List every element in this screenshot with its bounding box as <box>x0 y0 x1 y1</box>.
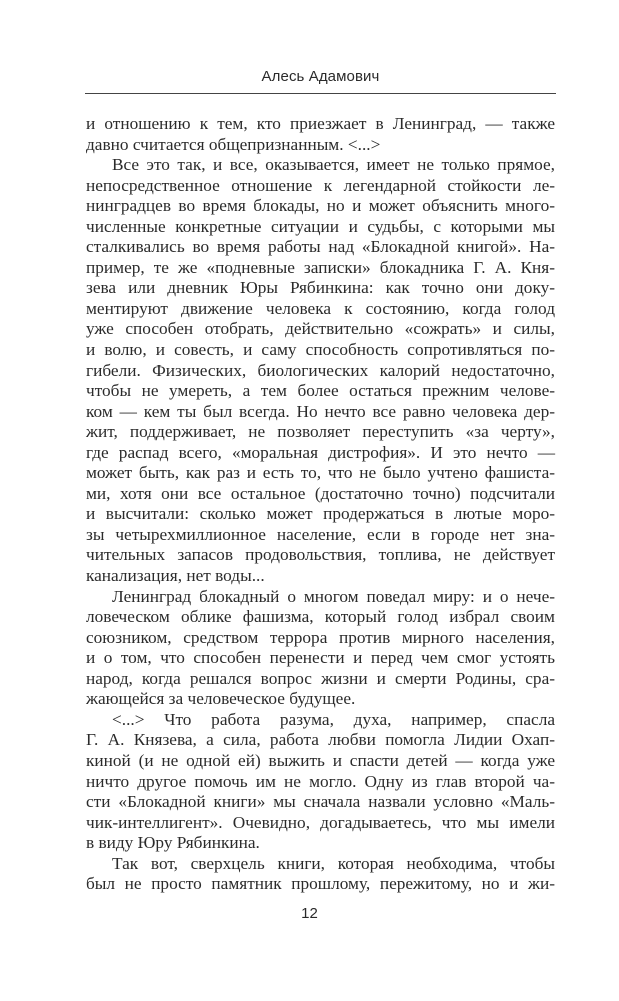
text-line: уже способен отобрать, действительно «сожрать» и силы, <box>86 319 555 339</box>
text-line: непосредственное отношение к легендарной стойкости ле- <box>86 175 555 195</box>
text-line: давно считается общепризнанным. <...> <box>86 134 381 154</box>
text-line: ментируют движение человека к состоянию, когда голод <box>86 298 555 318</box>
text-line: зы четырехмиллионное население, если в городе нет зна- <box>86 524 555 544</box>
text-line: чительных запасов продовольствия, топлива, не действует <box>86 545 555 565</box>
text-line: гибели. Физических, биологических калорий недостаточно, <box>86 360 555 380</box>
text-line: может быть, как раз и есть то, что не было учтено фашиста- <box>86 463 555 483</box>
text-line: был не просто памятник прошлому, пережитому, но и жи- <box>86 874 555 894</box>
text-line: чтобы не умереть, а тем более остаться прежним челове- <box>86 381 555 401</box>
page-number: 12 <box>301 905 318 922</box>
text-line: Ленинград блокадный о многом поведал миру: и о нече- <box>112 586 555 606</box>
text-line: <...> Что работа разума, духа, например, спасла <box>112 709 555 729</box>
text-line: где распад всего, «моральная дистрофия». И это нечто — <box>86 442 555 462</box>
text-line: Все это так, и все, оказывается, имеет не только прямое, <box>112 155 555 175</box>
text-line: Так вот, сверхцель книги, которая необходима, чтобы <box>112 853 555 873</box>
text-line: ми, хотя они все остальное (достаточно точно) подсчитали <box>86 483 555 503</box>
text-line: пример, те же «подневные записки» блокадника Г. А. Кня- <box>86 257 555 277</box>
text-line: и высчитали: сколько может продержаться в лютые моро- <box>86 504 555 524</box>
text-line: в виду Юру Рябинкина. <box>86 833 260 853</box>
text-line: и отношению к тем, кто приезжает в Ленинград, — также <box>86 114 555 133</box>
text-line: зева или дневник Юры Рябинкина: как точно они доку- <box>86 278 555 298</box>
body-text <box>86 114 555 895</box>
text-line: нинградцев во время блокады, но и может объяснить много- <box>86 196 555 216</box>
text-line: ком — кем ты был всегда. Но нечто все равно человека дер- <box>86 401 555 421</box>
text-line: союзником, средством террора против мирного населения, <box>86 627 555 647</box>
text-line: народ, когда решался вопрос жизни и смерти Родины, сра- <box>86 668 555 688</box>
text-line: сталкивались во время работы над «Блокадной книгой». На- <box>86 237 555 257</box>
text-line: чик-интеллигент». Очевидно, догадываетесь, что мы имели <box>86 812 555 832</box>
text-line: Г. А. Князева, а сила, работа любви помогла Лидии Охап- <box>86 730 555 750</box>
running-header: Алесь Адамович <box>261 68 380 85</box>
text-line: и волю, и совесть, и саму способность сопротивляться по- <box>86 340 555 360</box>
text-line: киной (и не одной ей) выжить и спасти детей — когда уже <box>86 750 555 770</box>
text-line: численные конкретные ситуации и судьбы, с которыми мы <box>86 216 555 236</box>
text-line: ничто другое помочь им не могло. Одну из глав второй ча- <box>86 771 555 791</box>
text-line: жающейся за человеческое будущее. <box>86 689 356 709</box>
text-line: сти «Блокадной книги» мы сначала назвали условно «Маль- <box>86 792 555 812</box>
text-line: канализация, нет воды... <box>86 566 265 586</box>
text-line: жит, поддерживает, не позволяет переступить «за черту», <box>86 422 555 442</box>
header-rule <box>85 93 556 94</box>
text-line: ловеческом облике фашизма, который голод избрал своим <box>86 607 555 627</box>
text-line: и о том, что способен перенести и перед чем смог устоять <box>86 648 555 668</box>
